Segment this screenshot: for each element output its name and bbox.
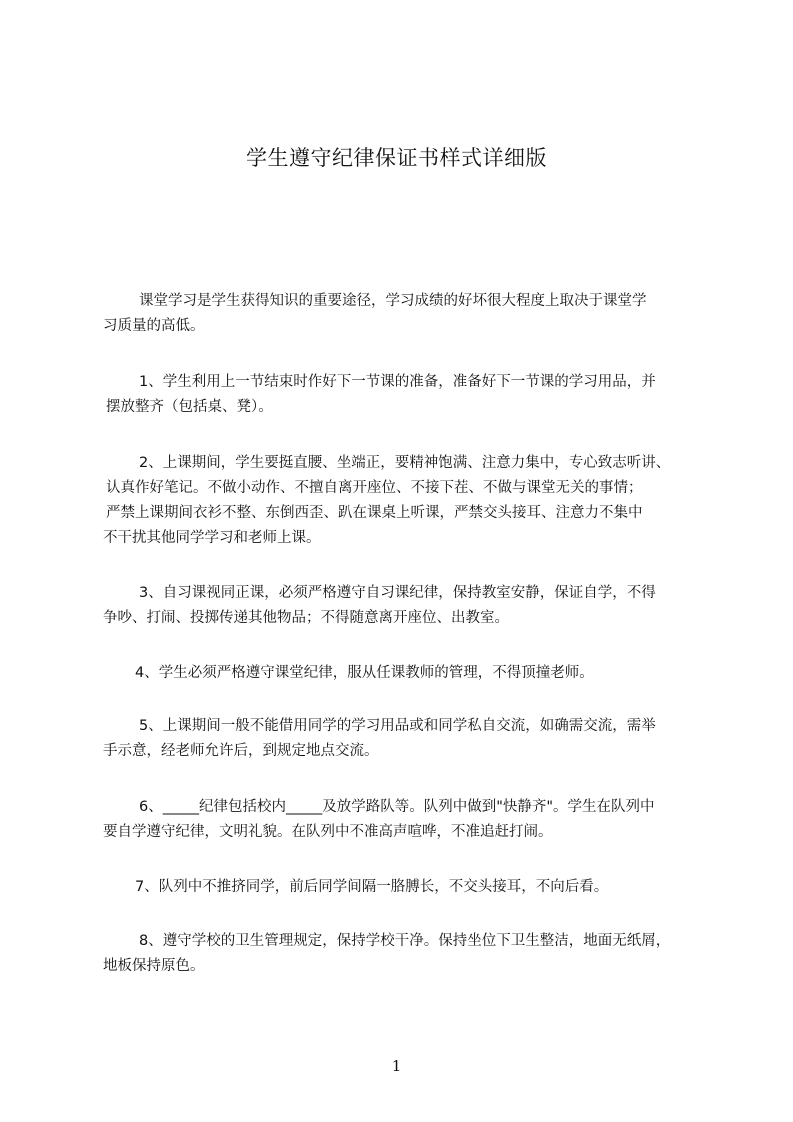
- paragraph-line: 7、队列中不推挤同学，前后同学间隔一胳膊长，不交头接耳，不向后看。: [135, 879, 609, 895]
- paragraph-line: 争吵、打闹、投掷传递其他物品；不得随意离开座位、出教室。: [103, 610, 509, 626]
- paragraph-item-6: [103, 795, 723, 845]
- page-number: 1: [391, 1057, 402, 1075]
- paragraph-item-7: [103, 875, 723, 900]
- paragraph-line: 8、遵守学校的卫生管理规定，保持学校干净。保持坐位下卫生整洁，地面无纸屑，: [139, 933, 671, 949]
- paragraph-item-8: [103, 929, 723, 979]
- paragraph-line: 1、学生利用上一节结束时作好下一节课的准备，准备好下一节课的学习用品，并: [139, 374, 656, 390]
- paragraph-line: 手示意，经老师允许后，到规定地点交流。: [103, 743, 379, 759]
- paragraph-line: 严禁上课期间衣衫不整、东倒西歪、趴在课桌上听课，严禁交头接耳、注意力不集中: [106, 505, 643, 521]
- paragraph-line: 4、学生必须严格遵守课堂纪律，服从任课教师的管理，不得顶撞老师。: [135, 665, 594, 681]
- paragraph-line: 不干扰其他同学学习和老师上课。: [103, 530, 321, 546]
- paragraph-line: 习质量的高低。: [103, 318, 205, 334]
- paragraph-item-3: [103, 581, 723, 631]
- paragraph-line: 6、_____纪律包括校内_____及放学路队等。队列中做到"快静齐"。学生在队列中: [139, 799, 655, 815]
- paragraph-line: 3、自习课视同正课，必须严格遵守自习课纪律，保持教室安静，保证自学，不得: [139, 585, 656, 601]
- paragraph-item-2: [103, 451, 723, 551]
- paragraph-intro: [103, 289, 723, 339]
- paragraph-line: 要自学遵守纪律，文明礼貌。在队列中不准高声喧哗，不准追赶打闹。: [103, 824, 553, 840]
- paragraph-line: 5、上课期间一般不能借用同学的学习用品或和同学私自交流，如确需交流，需举: [139, 718, 656, 734]
- paragraph-line: 认真作好笔记。不做小动作、不擅自离开座位、不接下茬、不做与课堂无关的事情；: [106, 480, 643, 496]
- paragraph-line: 课堂学习是学生获得知识的重要途径，学习成绩的好坏很大程度上取决于课堂学: [139, 293, 647, 309]
- paragraph-item-4: [103, 661, 723, 686]
- paragraph-line: 2、上课期间，学生要挺直腰、坐端正，要精神饱满、注意力集中，专心致志听讲、: [139, 455, 671, 471]
- paragraph-item-1: [103, 370, 723, 420]
- paragraph-line: 摆放整齐（包括桌、凳）。: [106, 399, 273, 415]
- document-title: 学生遵守纪律保证书样式详细版: [246, 146, 547, 170]
- paragraph-item-5: [103, 714, 723, 764]
- paragraph-line: 地板保持原色。: [103, 958, 205, 974]
